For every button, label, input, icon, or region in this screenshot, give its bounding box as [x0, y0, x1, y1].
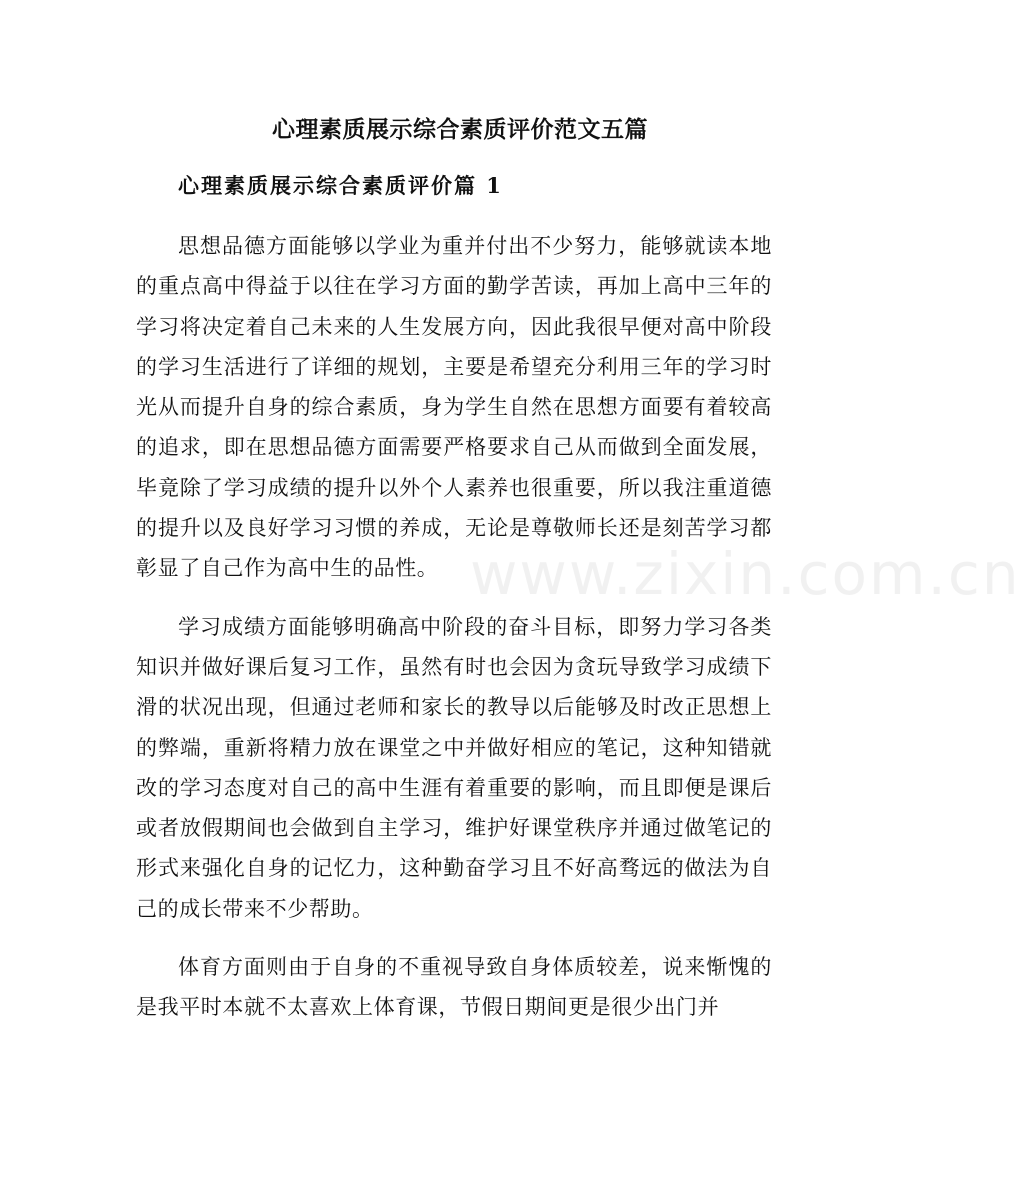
paragraph-academic: 学习成绩方面能够明确高中阶段的奋斗目标，即努力学习各类知识并做好课后复习工作，虽然有时也会因为贪玩导致学习成绩下滑的状况出现，但通过老师和家长的教导以后能够及时改正思想上的弊端，重新将精力放在课堂之中并做好相应的笔记，这种知错就改的学习态度对自己的高中生涯有着重要的影响，而且即便是课后或者放假期间也会做到自主学习，维护好课堂秩序并通过做笔记的形式来强化自身的记忆力，这种勤奋学习且不好高骛远的做法为自己的成长带来不少帮助。	[136, 614, 772, 921]
paragraph-moral: 思想品德方面能够以学业为重并付出不少努力，能够就读本地的重点高中得益于以往在学习方面的勤学苦读，再加上高中三年的学习将决定着自己未来的人生发展方向，因此我很早便对高中阶段的学习生活进行了详细的规划，主要是希望充分利用三年的学习时光从而提升自身的综合素质，身为学生自然在思想方面要有着较高的追求，即在思想品德方面需要严格要求自己从而做到全面发展，毕竟除了学习成绩的提升以外个人素养也很重要，所以我注重道德的提升以及良好学习习惯的养成，无论是尊敬师长还是刻苦学习都彰显了自己作为高中生的品性。	[136, 234, 772, 581]
paragraph-sports: 体育方面则由于自身的不重视导致自身体质较差，说来惭愧的是我平时本就不太喜欢上体育课，节假日期间更是很少出门并	[136, 955, 772, 1020]
document-body	[136, 226, 772, 1046]
section-heading: 心理素质展示综合素质评价篇 1	[178, 173, 503, 198]
watermark: www.zixin.com.cn	[470, 540, 1021, 608]
document-title: 心理素质展示综合素质评价范文五篇	[272, 116, 648, 143]
